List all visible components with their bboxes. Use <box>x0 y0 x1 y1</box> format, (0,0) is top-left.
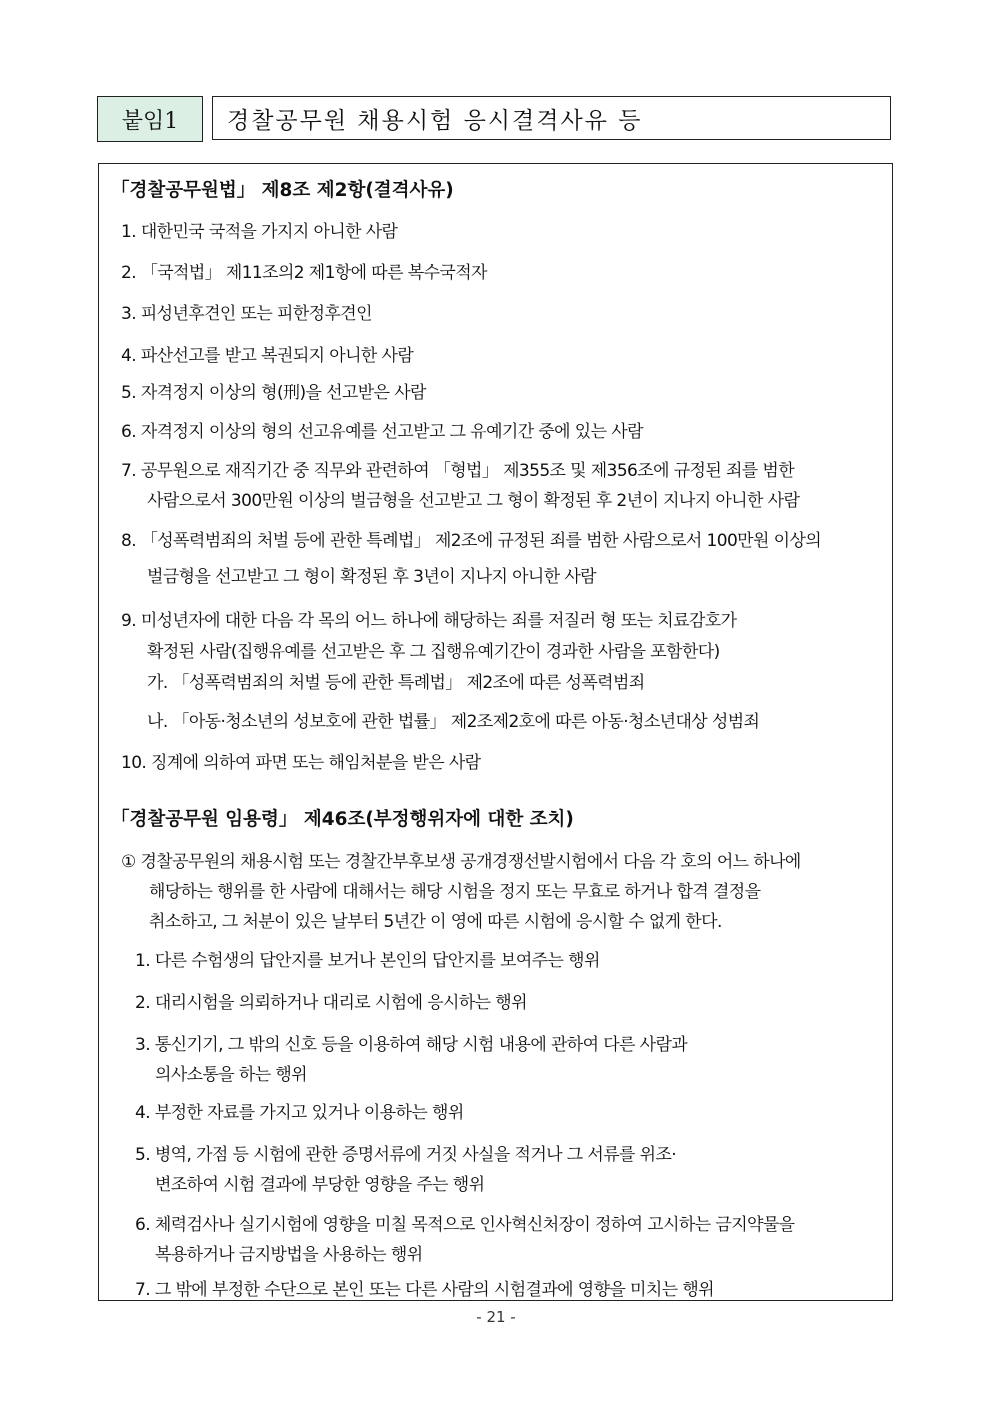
list-item: 8. 「성폭력범죄의 처벌 등에 관한 특례법」 제2조에 규정된 죄를 범한 사람으로서 100만원 이상의 <box>121 531 822 551</box>
list-item: 5. 자격정지 이상의 형(刑)을 선고받은 사람 <box>121 383 426 403</box>
section-heading-police-act: 「경찰공무원법」 제8조 제2항(결격사유) <box>111 180 454 201</box>
list-item: 5. 병역, 가점 등 시험에 관한 증명서류에 거짓 사실을 적거나 그 서류를 위조· <box>135 1145 677 1165</box>
list-item: 6. 자격정지 이상의 형의 선고유예를 선고받고 그 유예기간 중에 있는 사람 <box>121 422 643 442</box>
list-item: 4. 파산선고를 받고 복권되지 아니한 사람 <box>121 346 414 366</box>
list-item-continuation: 확정된 사람(집행유예를 선고받은 후 그 집행유예기간이 경과한 사람을 포함한다) <box>147 642 720 662</box>
list-item: 4. 부정한 자료를 가지고 있거나 이용하는 행위 <box>135 1103 464 1123</box>
page-number: - 21 - <box>476 1308 516 1326</box>
sub-item: 나. 「아동·청소년의 성보호에 관한 법률」 제2조제2호에 따른 아동·청소년대상 성범죄 <box>147 712 760 732</box>
appendix-tag: 붙임1 <box>97 96 203 142</box>
list-item-continuation: 벌금형을 선고받고 그 형이 확정된 후 3년이 지나지 아니한 사람 <box>147 567 596 587</box>
content-box <box>98 163 893 1301</box>
list-item: 3. 통신기기, 그 밖의 신호 등을 이용하여 해당 시험 내용에 관하여 다른 사람과 <box>135 1035 688 1055</box>
appendix-title: 경찰공무원 채용시험 응시결격사유 등 <box>212 96 891 140</box>
list-item: 10. 징계에 의하여 파면 또는 해임처분을 받은 사람 <box>121 753 481 773</box>
list-item: 1. 대한민국 국적을 가지지 아니한 사람 <box>121 222 398 242</box>
list-item: 2. 대리시험을 의뢰하거나 대리로 시험에 응시하는 행위 <box>135 993 527 1013</box>
list-item-continuation: 사람으로서 300만원 이상의 벌금형을 선고받고 그 형이 확정된 후 2년이 지나지 아니한 사람 <box>147 491 800 511</box>
list-item-continuation: 의사소통을 하는 행위 <box>155 1065 308 1085</box>
list-item-continuation: 복용하거나 금지방법을 사용하는 행위 <box>155 1245 423 1265</box>
list-item: 7. 그 밖에 부정한 수단으로 본인 또는 다른 사람의 시험결과에 영향을 미치는 행위 <box>135 1280 714 1300</box>
list-item: 7. 공무원으로 재직기간 중 직무와 관련하여 「형법」 제355조 및 제356조에 규정된 죄를 범한 <box>121 461 795 481</box>
clause-paragraph: ① 경찰공무원의 채용시험 또는 경찰간부후보생 공개경쟁선발시험에서 다음 각 호의 어느 하나에 <box>121 852 801 872</box>
clause-continuation: 해당하는 행위를 한 사람에 대해서는 해당 시험을 정지 또는 무효로 하거나 합격 결정을 <box>149 882 761 902</box>
list-item: 6. 체력검사나 실기시험에 영향을 미칠 목적으로 인사혁신처장이 정하여 고시하는 금지약물을 <box>135 1215 795 1235</box>
list-item: 9. 미성년자에 대한 다음 각 목의 어느 하나에 해당하는 죄를 저질러 형 또는 치료감호가 <box>121 611 737 631</box>
list-item-continuation: 변조하여 시험 결과에 부당한 영향을 주는 행위 <box>155 1175 485 1195</box>
list-item: 2. 「국적법」 제11조의2 제1항에 따른 복수국적자 <box>121 263 487 283</box>
section-heading-appointment-decree: 「경찰공무원 임용령」 제46조(부정행위자에 대한 조치) <box>111 809 574 830</box>
list-item: 1. 다른 수험생의 답안지를 보거나 본인의 답안지를 보여주는 행위 <box>135 951 600 971</box>
sub-item: 가. 「성폭력범죄의 처벌 등에 관한 특례법」 제2조에 따른 성폭력범죄 <box>147 673 645 693</box>
list-item: 3. 피성년후견인 또는 피한정후견인 <box>121 304 372 324</box>
clause-continuation: 취소하고, 그 처분이 있은 날부터 5년간 이 영에 따른 시험에 응시할 수 없게 한다. <box>149 912 722 932</box>
